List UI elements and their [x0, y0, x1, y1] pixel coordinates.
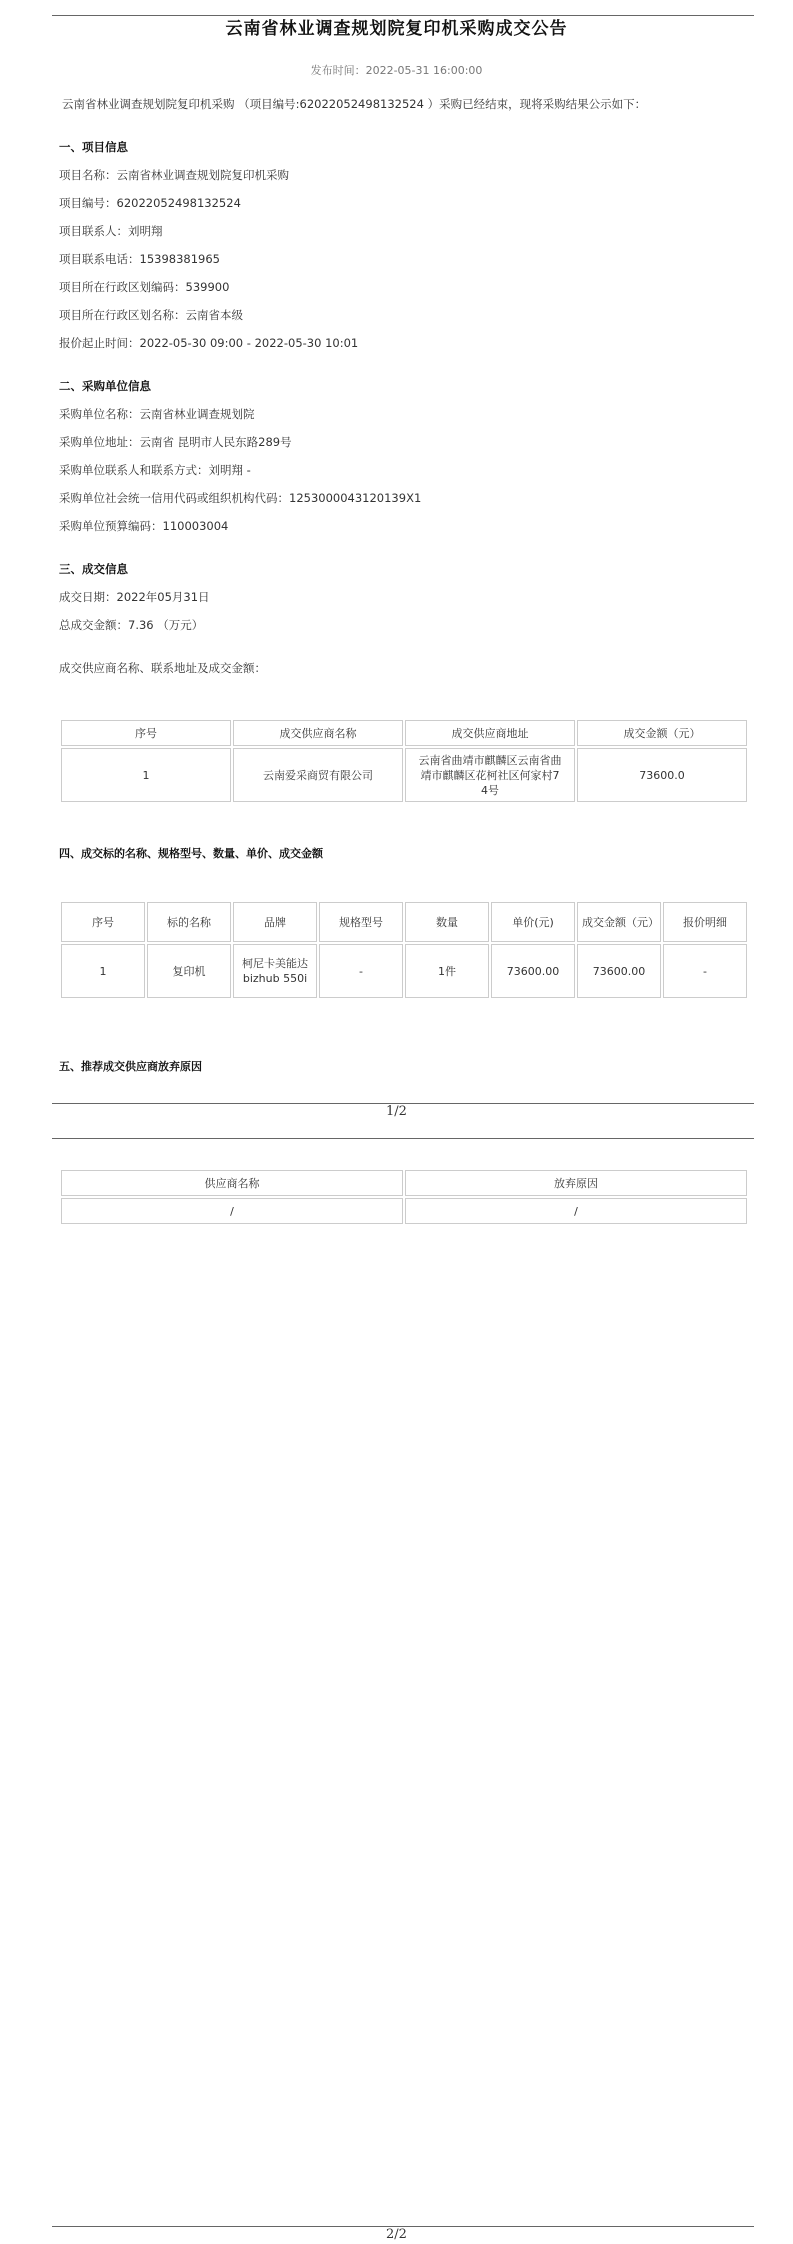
table-header-cell: 成交金额（元）: [577, 902, 661, 942]
section-items-heading: 四、成交标的名称、规格型号、数量、单价、成交金额: [59, 847, 323, 860]
table-cell: /: [405, 1198, 747, 1224]
table-cell: 73600.0: [577, 748, 747, 802]
table-header-cell: 序号: [61, 902, 145, 942]
purchaser-contact: 采购单位联系人和联系方式：刘明翔 -: [59, 463, 251, 477]
project-phone: 项目联系电话：15398381965: [59, 252, 220, 266]
table-header-cell: 品牌: [233, 902, 317, 942]
purchaser-credit-code: 采购单位社会统一信用代码或组织机构代码：1253000043120139X1: [59, 491, 422, 505]
table-cell: 1: [61, 748, 231, 802]
purchaser-address: 采购单位地址：云南省 昆明市人民东路289号: [59, 435, 292, 449]
supplier-intro: 成交供应商名称、联系地址及成交金额：: [59, 661, 266, 675]
page1-number: 1/2: [386, 1104, 407, 1119]
section-abandon-heading: 五、推荐成交供应商放弃原因: [59, 1060, 202, 1073]
table-header-cell: 数量: [405, 902, 489, 942]
table-header-cell: 报价明细: [663, 902, 747, 942]
project-name: 项目名称：云南省林业调查规划院复印机采购: [59, 168, 289, 182]
table-header-cell: 供应商名称: [61, 1170, 403, 1196]
table-header-cell: 成交供应商地址: [405, 720, 575, 746]
purchaser-budget-code: 采购单位预算编码：110003004: [59, 519, 229, 533]
table-header-row: [61, 902, 747, 942]
quote-period: 报价起止时间：2022-05-30 09:00 - 2022-05-30 10:01: [59, 336, 359, 350]
table-cell: 云南爱采商贸有限公司: [233, 748, 403, 802]
table-row: [61, 944, 747, 998]
table-header-cell: 标的名称: [147, 902, 231, 942]
table-cell: 复印机: [147, 944, 231, 998]
supplier-table: [59, 718, 749, 804]
table-cell: -: [663, 944, 747, 998]
page2-top-rule: [52, 1138, 754, 1139]
section-project-heading: 一、项目信息: [59, 140, 128, 154]
region-name: 项目所在行政区划名称：云南省本级: [59, 308, 243, 322]
table-cell: -: [319, 944, 403, 998]
publish-time-label: 发布时间：: [310, 64, 366, 77]
page-title: 云南省林业调查规划院复印机采购成交公告: [225, 19, 568, 39]
intro-paragraph: 云南省林业调查规划院复印机采购 （项目编号:62022052498132524 ）采购已经结束，现将采购结果公示如下：: [62, 97, 647, 111]
item-table: [59, 900, 749, 1000]
table-header-cell: 成交供应商名称: [233, 720, 403, 746]
section-purchaser-heading: 二、采购单位信息: [59, 379, 151, 393]
table-cell: /: [61, 1198, 403, 1224]
section-deal-heading: 三、成交信息: [59, 562, 128, 576]
publish-time-value: 2022-05-31 16:00:00: [365, 64, 483, 77]
table-cell: 柯尼卡美能达 bizhub 550i: [233, 944, 317, 998]
page2-number: 2/2: [386, 2227, 407, 2242]
table-row: [61, 1198, 747, 1224]
deal-total-amount: 总成交金额：7.36 （万元）: [59, 618, 204, 632]
table-row: [61, 748, 747, 802]
table-cell: 1: [61, 944, 145, 998]
table-header-cell: 单价(元): [491, 902, 575, 942]
region-code: 项目所在行政区划编码：539900: [59, 280, 230, 294]
table-header-cell: 成交金额（元）: [577, 720, 747, 746]
table-cell: 1件: [405, 944, 489, 998]
table-header-cell: 序号: [61, 720, 231, 746]
abandon-table: [59, 1168, 749, 1226]
table-cell: 云南省曲靖市麒麟区云南省曲靖市麒麟区花柯社区何家村74号: [405, 748, 575, 802]
table-header-row: [61, 1170, 747, 1196]
deal-date: 成交日期：2022年05月31日: [59, 590, 210, 604]
table-cell: 73600.00: [491, 944, 575, 998]
table-cell: 73600.00: [577, 944, 661, 998]
project-number: 项目编号：62022052498132524: [59, 196, 241, 210]
project-contact: 项目联系人：刘明翔: [59, 224, 163, 238]
purchaser-name: 采购单位名称：云南省林业调查规划院: [59, 407, 255, 421]
table-header-cell: 放弃原因: [405, 1170, 747, 1196]
publish-time: [0, 62, 793, 78]
table-header-row: [61, 720, 747, 746]
table-header-cell: 规格型号: [319, 902, 403, 942]
